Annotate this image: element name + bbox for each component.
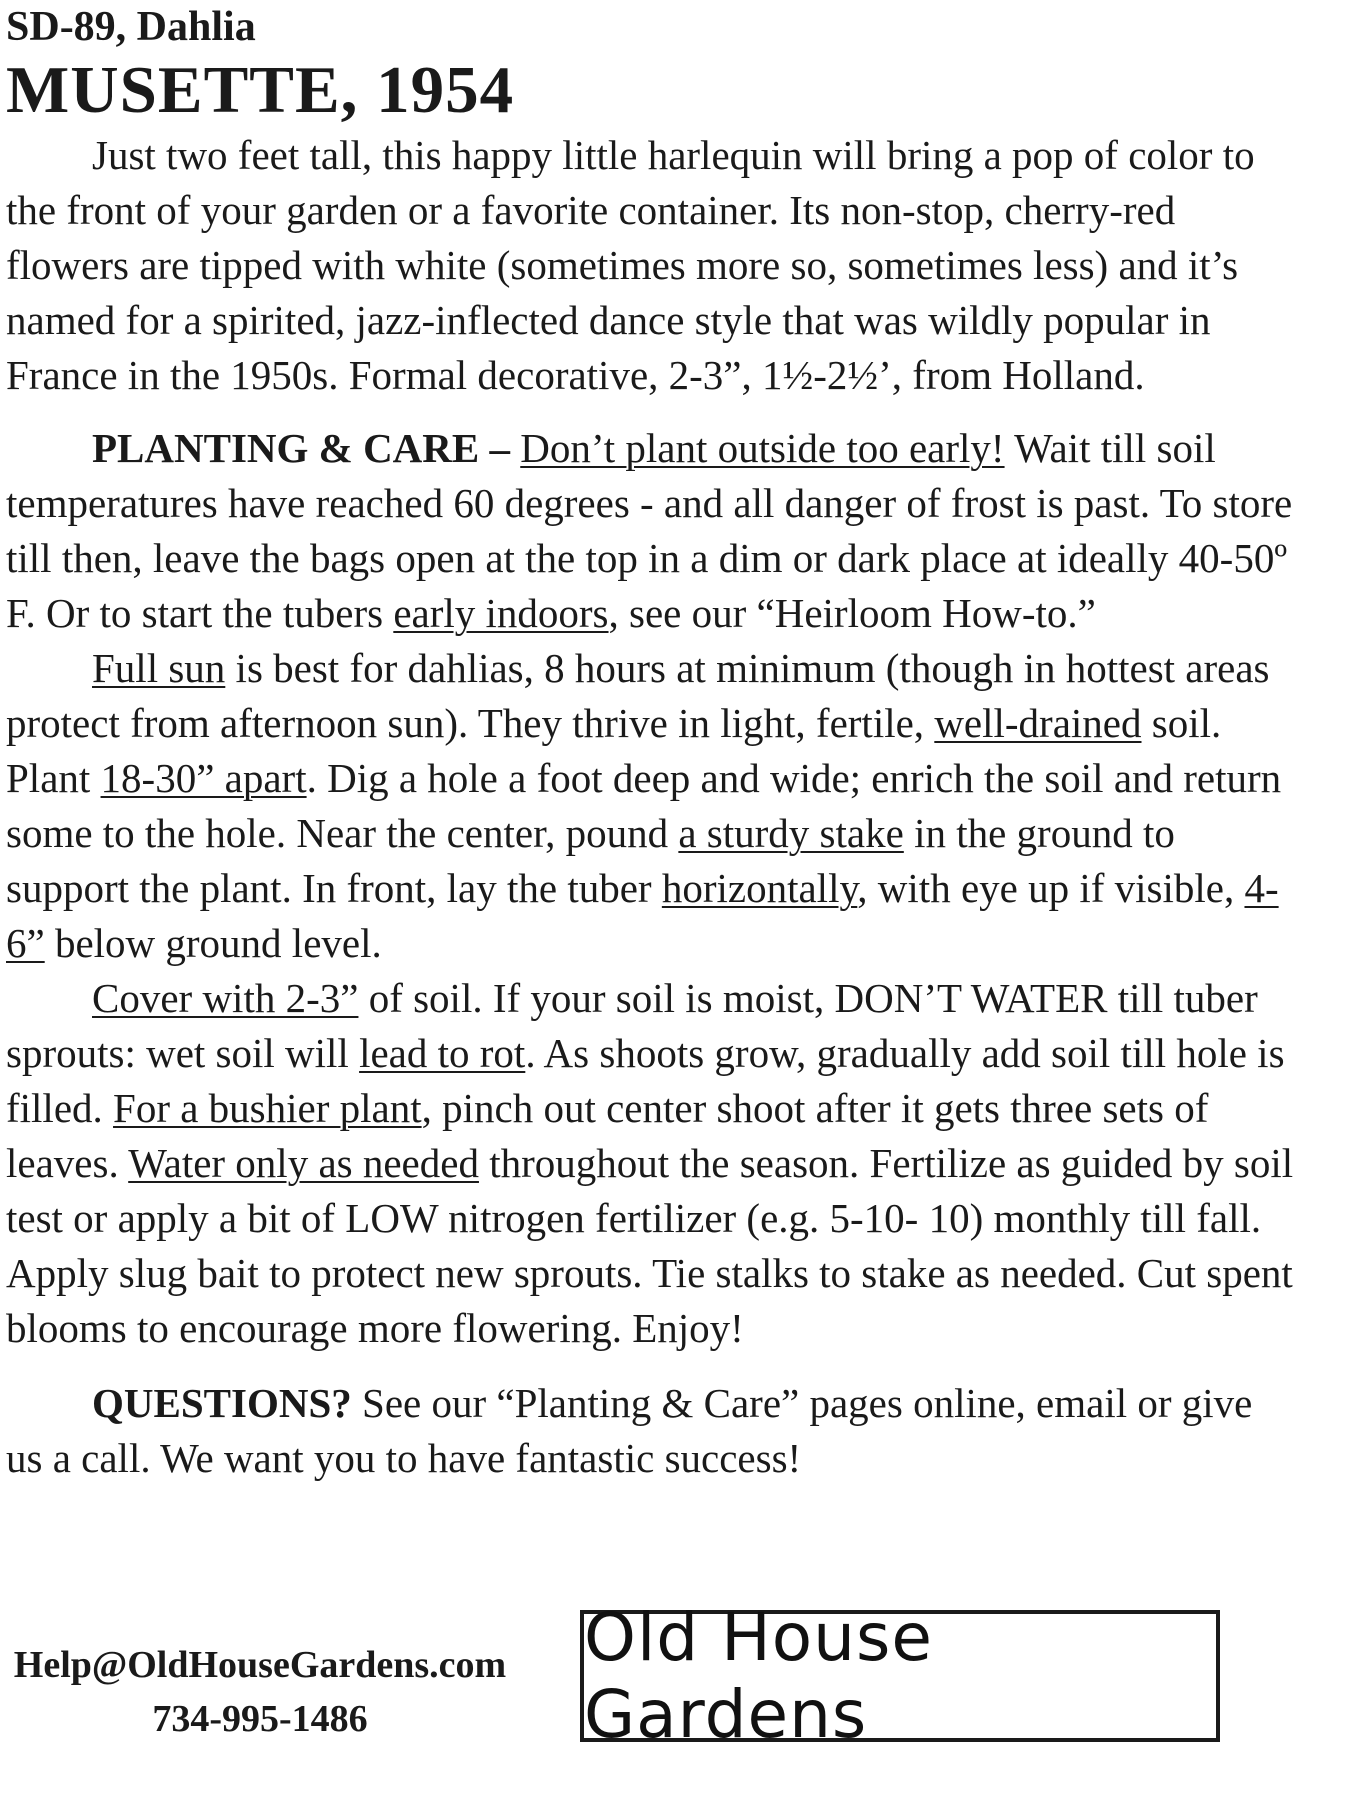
body-text: of soil. If your soil is moist, DON’T WATER till tuber sprouts: wet soil will — [6, 975, 1258, 1076]
logo-box — [580, 1599, 1220, 1753]
body-text: , pinch out center shoot after it gets three sets of leaves. — [6, 1085, 1209, 1186]
underlined-text: well-drained — [934, 700, 1142, 746]
product-code: SD-89, Dahlia — [6, 4, 256, 50]
underlined-text: Don’t plant outside too early! — [520, 425, 1005, 471]
underlined-text: Water only as needed — [128, 1140, 479, 1186]
planting-paragraph-2 — [6, 641, 1296, 971]
underlined-text: a sturdy stake — [678, 810, 904, 856]
questions-heading: QUESTIONS? — [92, 1380, 352, 1426]
brand-logo: Old House Gardens — [584, 1599, 933, 1753]
underlined-text: lead to rot — [359, 1030, 526, 1076]
underlined-text: For a bushier plant — [113, 1085, 422, 1131]
underlined-text: Cover with 2-3” — [92, 975, 359, 1021]
body-text: is best for dahlias, 8 hours at minimum (though in hottest areas protect from afternoon sun). They thrive in light, fertile, — [6, 645, 1270, 746]
underlined-text: 18-30” apart — [100, 755, 307, 801]
body-text: , see our “Heirloom How-to.” — [608, 590, 1096, 636]
planting-paragraph-3 — [6, 971, 1296, 1356]
body-text: . Dig a hole a foot deep and wide; enrich the soil and return some to the hole. Near the center, pound — [6, 755, 1282, 856]
underlined-text: horizontally — [661, 865, 858, 911]
underlined-text: Full sun — [92, 645, 226, 691]
underlined-text: early indoors — [393, 590, 609, 636]
questions-text: See our “Planting & Care” pages online, email or give us a call. We want you to have fantastic success! — [6, 1380, 1253, 1481]
description-paragraph: Just two feet tall, this happy little harlequin will bring a pop of color to the front of your garden or a favorite container. Its non-stop, cherry-red flowers are tipped with white (sometimes more so, sometimes less) and it’s named for a spirited, jazz-inflected dance style that was wildly popular in France in the 1950s. Formal decorative, 2-3”, 1½-2½’, from Holland. — [6, 132, 1255, 398]
contact-phone[interactable]: 734-995-1486 — [152, 1698, 368, 1740]
contact-email[interactable]: Help@OldHouseGardens.com — [13, 1644, 507, 1686]
body-text: below ground level. — [44, 920, 382, 966]
questions-paragraph — [6, 1376, 1296, 1486]
planting-paragraph-1 — [6, 421, 1296, 641]
body-text: . As shoots grow, gradually add soil till hole is filled. — [6, 1030, 1285, 1131]
product-title: MUSETTE, 1954 — [6, 53, 515, 127]
planting-p3-body — [6, 975, 1293, 1351]
body-text: Wait till soil temperatures have reached 60 degrees - and all danger of frost is past. To store till then, leave the bags open at the top in a dim or dark place at ideally 40-50º F. Or to start the tubers — [6, 425, 1293, 636]
planting-p2-body — [6, 645, 1281, 966]
body-text: throughout the season. Fertilize as guided by soil test or apply a bit of LOW nitrogen fertilizer (e.g. 5-10- 10) monthly till fall. Apply slug bait to protect new sprouts. Tie stalks to stake as needed. Cut spent blooms to encourage more flowering. Enjoy! — [6, 1140, 1294, 1351]
body-text: , with eye up if visible, — [857, 865, 1245, 911]
body-text: soil. Plant — [6, 700, 1222, 801]
document-page — [6, 0, 1296, 1486]
underlined-text: 4-6” — [6, 865, 1279, 966]
contact-block — [10, 1638, 510, 1746]
footer — [0, 1599, 1350, 1770]
body-text: in the ground to support the plant. In front, lay the tuber — [6, 810, 1175, 911]
planting-heading: PLANTING & CARE – — [92, 425, 510, 471]
